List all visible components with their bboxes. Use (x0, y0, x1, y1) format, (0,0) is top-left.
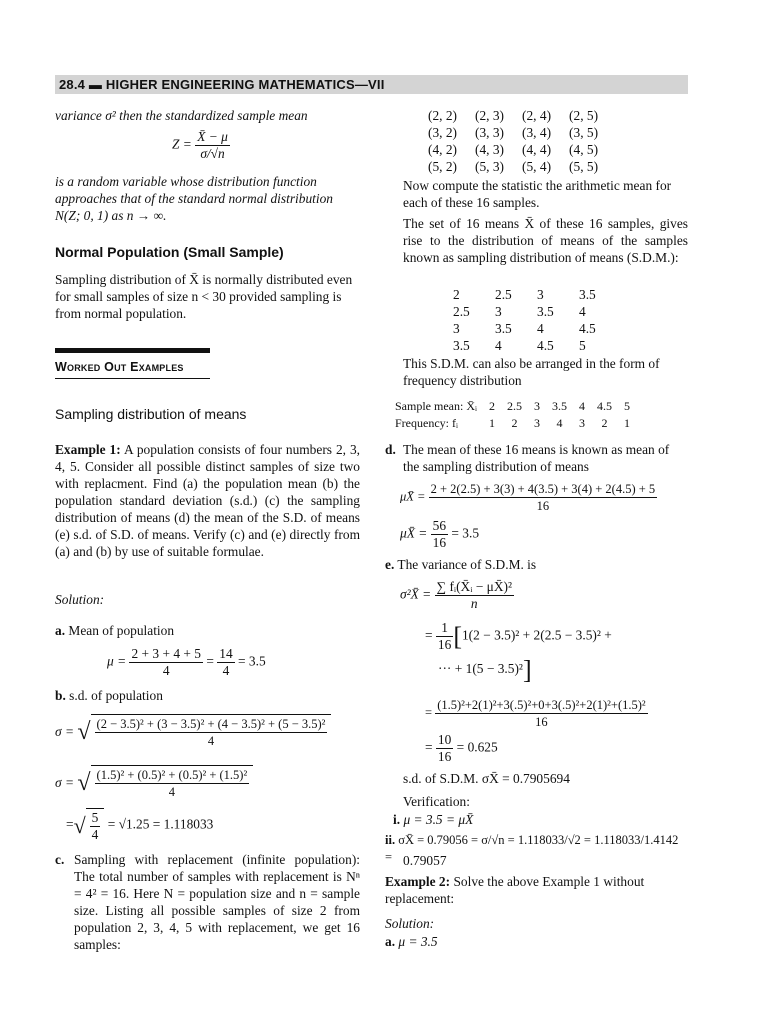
part-a-label: a. (55, 623, 66, 638)
sample-mean-value: 4.5 (596, 399, 612, 413)
solution-2-label: Solution: (385, 916, 435, 931)
d-numerator: 2 + 2(2.5) + 3(3) + 4(3.5) + 3(4) + 2(4.5) + 5 (430, 482, 656, 496)
verification-i-text: μ = 3.5 = μX̄ (403, 812, 474, 827)
sd-denominator-1: 4 (207, 734, 215, 748)
sample-mean-cell: 3 (495, 304, 502, 319)
sd-fraction-3 (86, 808, 105, 843)
d2-numerator: 56 (432, 518, 447, 533)
sample-mean-value: 2 (488, 399, 495, 413)
samples-table (428, 107, 616, 175)
radical-1: √ (77, 718, 91, 745)
e4-denominator: 16 (535, 715, 548, 729)
sd-result: = √1.25 = 1.118033 (107, 816, 214, 832)
compute-paragraph: Now compute the statistic the arithmetic mean for each of these 16 samples. (403, 178, 672, 210)
part-b-label: b. (55, 688, 66, 703)
frequency-value: 4 (556, 416, 563, 430)
e4-fraction (435, 697, 647, 730)
sd-formula-1 (55, 714, 365, 749)
sample-mean-value: 2.5 (506, 399, 522, 413)
e5-denominator: 16 (437, 749, 452, 764)
e4-equals: = (425, 705, 433, 720)
frequency-mean-row (395, 398, 636, 415)
sample-pair-cell: (4, 4) (522, 142, 552, 157)
frequency-value: 1 (623, 416, 630, 430)
frequency-value: 2 (511, 416, 518, 430)
sd-formula-2 (55, 765, 253, 800)
sigma-lhs-2: σ = (55, 775, 74, 790)
sample-pair-cell: (5, 2) (428, 159, 458, 174)
e5-numerator: 10 (437, 732, 452, 747)
d-lhs: μX̄ = (400, 489, 426, 504)
intro-line: variance σ² then the standardized sample mean (55, 108, 308, 123)
e2-body: 1(2 − 3.5)² + 2(2.5 − 3.5)² + (461, 627, 612, 643)
verification-i (393, 811, 473, 828)
part-e-label: e. (385, 557, 395, 572)
solution-label: Solution: (55, 592, 105, 607)
frequency-table (395, 398, 636, 432)
sample-mean-cell: 2.5 (495, 287, 512, 302)
sample-mean-cell: 3.5 (453, 338, 470, 353)
sdm-mean-formula (400, 481, 657, 514)
d2-result: = 3.5 (451, 525, 480, 541)
verification-ii-text: σX̄ = 0.79056 = σ/√n = 1.118033/√2 = 1.118033/1.4142 = (385, 833, 679, 864)
means-table (453, 286, 621, 354)
sample-pair-cell: (3, 5) (569, 125, 599, 140)
mu-fraction (129, 646, 203, 679)
samples-table-row (428, 107, 616, 124)
example-2 (385, 873, 688, 907)
running-header (55, 75, 688, 94)
frequency-value: 2 (601, 416, 608, 430)
sample-mean-cell: 3.5 (495, 321, 512, 336)
normal-population-text: Sampling distribution of X̄ is normally distributed even for small samples of size n < 30 provided sampling is from normal population. (55, 272, 353, 321)
sd-denominator-2: 4 (168, 785, 175, 799)
example-2-text: Solve the above Example 1 without replacement: (385, 874, 645, 906)
sample-pair-cell: (3, 3) (475, 125, 505, 140)
sd-numerator-1: (2 − 3.5)² + (3 − 3.5)² + (4 − 3.5)² + (5 − 3.5)² (96, 717, 326, 731)
example-2-part-a (385, 933, 438, 950)
normal-population-heading: Normal Population (Small Sample) (55, 244, 284, 260)
sd-of-sdm: s.d. of S.D.M. σX̄ = 0.7905694 (403, 771, 570, 786)
e4-numerator: (1.5)²+2(1)²+3(.5)²+0+3(.5)²+2(1)²+(1.5)² (437, 698, 646, 712)
verification-ii-label: ii. (385, 833, 396, 847)
means-table-row (453, 320, 621, 337)
z-numerator: X̄ − μ (197, 129, 228, 144)
z-description: is a random variable whose distribution function approaches that of the standard normal distribution N(Z; 0, 1) as n → ∞. (55, 174, 333, 223)
sample-mean-cell: 4.5 (579, 321, 596, 336)
sd-formula-3 (66, 808, 213, 843)
means-table-row (453, 303, 621, 320)
sdm-mean-result (400, 518, 479, 551)
part-c (55, 851, 360, 953)
example-2-part-a-text: μ = 3.5 (398, 934, 438, 949)
part-d-label: d. (385, 442, 396, 457)
e-fraction (435, 579, 514, 612)
e3-body: ··· + 1(5 − 3.5)² (438, 661, 523, 676)
sample-pair-cell: (3, 4) (522, 125, 552, 140)
sample-pair-cell: (4, 3) (475, 142, 505, 157)
sample-mean-value: 3 (533, 399, 540, 413)
z-fraction (195, 129, 230, 162)
sample-pair-cell: (5, 3) (475, 159, 505, 174)
frequency-paragraph: This S.D.M. can also be arranged in the form of frequency distribution (403, 356, 660, 388)
sample-pair-cell: (2, 2) (428, 108, 458, 123)
part-d-text: The mean of these 16 means is known as mean of the sampling distribution of means (403, 442, 670, 474)
sample-pair-cell: (4, 5) (569, 142, 599, 157)
sample-mean-cell: 2 (453, 287, 460, 302)
variance-step-1 (425, 620, 612, 653)
mean-formula (107, 646, 266, 679)
part-c-label: c. (55, 852, 65, 867)
sample-pair-cell: (5, 4) (522, 159, 552, 174)
freq-row-label: Frequency: fᵢ (395, 416, 458, 430)
verification-label: Verification: (403, 794, 470, 809)
mu-numerator: 2 + 3 + 4 + 5 (131, 646, 201, 661)
e5-equals: = (425, 739, 433, 755)
variance-formula (400, 579, 514, 612)
mu-lhs: μ = (107, 653, 127, 669)
variance-step-3 (425, 697, 648, 730)
sample-pair-cell: (3, 2) (428, 125, 458, 140)
sd-fraction-2 (91, 765, 254, 800)
part-a (55, 622, 174, 639)
section-rule (55, 348, 210, 353)
sample-pair-cell: (5, 5) (569, 159, 599, 174)
mu-numerator-2: 14 (219, 646, 233, 661)
e2-denominator: 16 (437, 637, 452, 652)
frequency-value: 3 (578, 416, 585, 430)
e2-fraction (436, 620, 453, 653)
sample-mean-cell: 4 (579, 304, 586, 319)
mu-denominator: 4 (162, 663, 170, 678)
e-numerator: ∑ fᵢ(X̄ᵢ − μX̄)² (436, 579, 512, 594)
z-denominator: σ/√n (200, 146, 225, 161)
part-e-text: The variance of S.D.M. is (397, 557, 537, 572)
mu-result: = 3.5 (238, 653, 266, 669)
sample-mean-value: 4 (578, 399, 585, 413)
sdm-paragraph: The set of 16 means X̄ of these 16 samples, gives rise to the distribution of means of the samples known as sampling distribution of means (S.D.M.): (403, 216, 688, 265)
samples-table-body (428, 107, 616, 175)
sample-pair-cell: (2, 3) (475, 108, 505, 123)
worked-examples-heading: Worked Out Examples (55, 360, 184, 374)
sample-mean-cell: 3 (537, 287, 544, 302)
e2-equals: = (425, 627, 433, 643)
verification-ii-result: 0.79057 (403, 853, 447, 868)
frequency-count-row (395, 415, 636, 432)
subsection-heading: Sampling distribution of means (55, 406, 247, 422)
d2-lhs: μX̄ = (400, 525, 428, 541)
right-bracket: ] (522, 655, 532, 685)
frequency-value: 1 (488, 416, 495, 430)
mu-denominator-2: 4 (222, 663, 230, 678)
sample-pair-cell: (2, 4) (522, 108, 552, 123)
d-fraction (429, 481, 658, 514)
variance-step-2 (438, 655, 532, 685)
header-text: 28.4 ▬ HIGHER ENGINEERING MATHEMATICS—VII (59, 77, 385, 92)
sample-mean-cell: 3 (453, 321, 460, 336)
sample-mean-cell: 3.5 (537, 304, 554, 319)
e-lhs: σ²X̄ = (400, 586, 432, 602)
d-denominator: 16 (536, 499, 550, 513)
sd3-equals: = (66, 816, 74, 832)
d2-fraction (431, 518, 448, 551)
part-b (55, 687, 163, 704)
z-lhs: Z = (172, 136, 192, 152)
e-denominator: n (470, 596, 478, 611)
e2-numerator: 1 (436, 620, 453, 637)
sample-mean-cell: 4.5 (537, 338, 554, 353)
mu-equals: = (206, 653, 214, 669)
means-table-row (453, 337, 621, 354)
means-table-row (453, 286, 621, 303)
z-formula (172, 129, 230, 162)
part-a-text: Mean of population (68, 623, 175, 638)
example-2-part-a-label: a. (385, 934, 396, 949)
example-1 (55, 441, 360, 560)
sample-mean-cell: 5 (579, 338, 586, 353)
sample-mean-cell: 2.5 (453, 304, 470, 319)
sample-mean-cell: 4 (537, 321, 544, 336)
variance-step-4 (425, 732, 498, 765)
d2-denominator: 16 (432, 535, 447, 550)
part-e (385, 556, 536, 573)
radical-2: √ (77, 769, 91, 796)
sd-numerator-2: (1.5)² + (0.5)² + (0.5)² + (1.5)² (96, 768, 248, 782)
mu-fraction-2 (217, 646, 234, 679)
sigma-lhs-1: σ = (55, 724, 74, 739)
part-c-text: Sampling with replacement (infinite population): The total number of samples with replacement is Nⁿ = 4² = 16. Here N = population size and n = sample size. Listing all possible samples of size 2 from population 2, 3, 4, 5 with replacement, we get 16 samples: (74, 852, 360, 952)
sample-mean-value: 3.5 (551, 399, 567, 413)
example-1-label: Example 1: (55, 442, 121, 457)
sample-mean-cell: 4 (495, 338, 502, 353)
sample-mean-cell: 3.5 (579, 287, 596, 302)
part-b-text: s.d. of population (69, 688, 163, 703)
part-d (385, 441, 688, 475)
samples-table-row (428, 141, 616, 158)
verification-i-label: i. (393, 812, 401, 827)
samples-table-row (428, 158, 616, 175)
sample-mean-value: 5 (623, 399, 630, 413)
sd-numerator-3: 5 (91, 810, 99, 825)
means-table-body (453, 286, 621, 354)
example-2-label: Example 2: (385, 874, 451, 889)
samples-table-row (428, 124, 616, 141)
section-underline (55, 378, 210, 379)
e5-result: = 0.625 (456, 739, 498, 755)
left-bracket: [ (453, 622, 462, 651)
sd-denominator-3: 4 (91, 827, 99, 842)
sample-pair-cell: (2, 5) (569, 108, 599, 123)
mean-row-label: Sample mean: X̄ᵢ (395, 399, 477, 413)
e5-fraction (436, 732, 453, 765)
sample-pair-cell: (4, 2) (428, 142, 458, 157)
sd-fraction-1 (91, 714, 332, 749)
radical-3: √ (73, 812, 86, 838)
frequency-value: 3 (533, 416, 540, 430)
example-1-text: A population consists of four numbers 2, 3, 4, 5. Consider all possible distinct samples of size two with replacment. Find (a) the population mean (b) the population standard deviation (s.d.) (c) the sampling distribution of means (d) the mean of the S.D. of means (e) s.d. of S.D. of means. Verify (c) and (e) directly from (a) and (b) by use of suitable formulae. (55, 442, 361, 559)
